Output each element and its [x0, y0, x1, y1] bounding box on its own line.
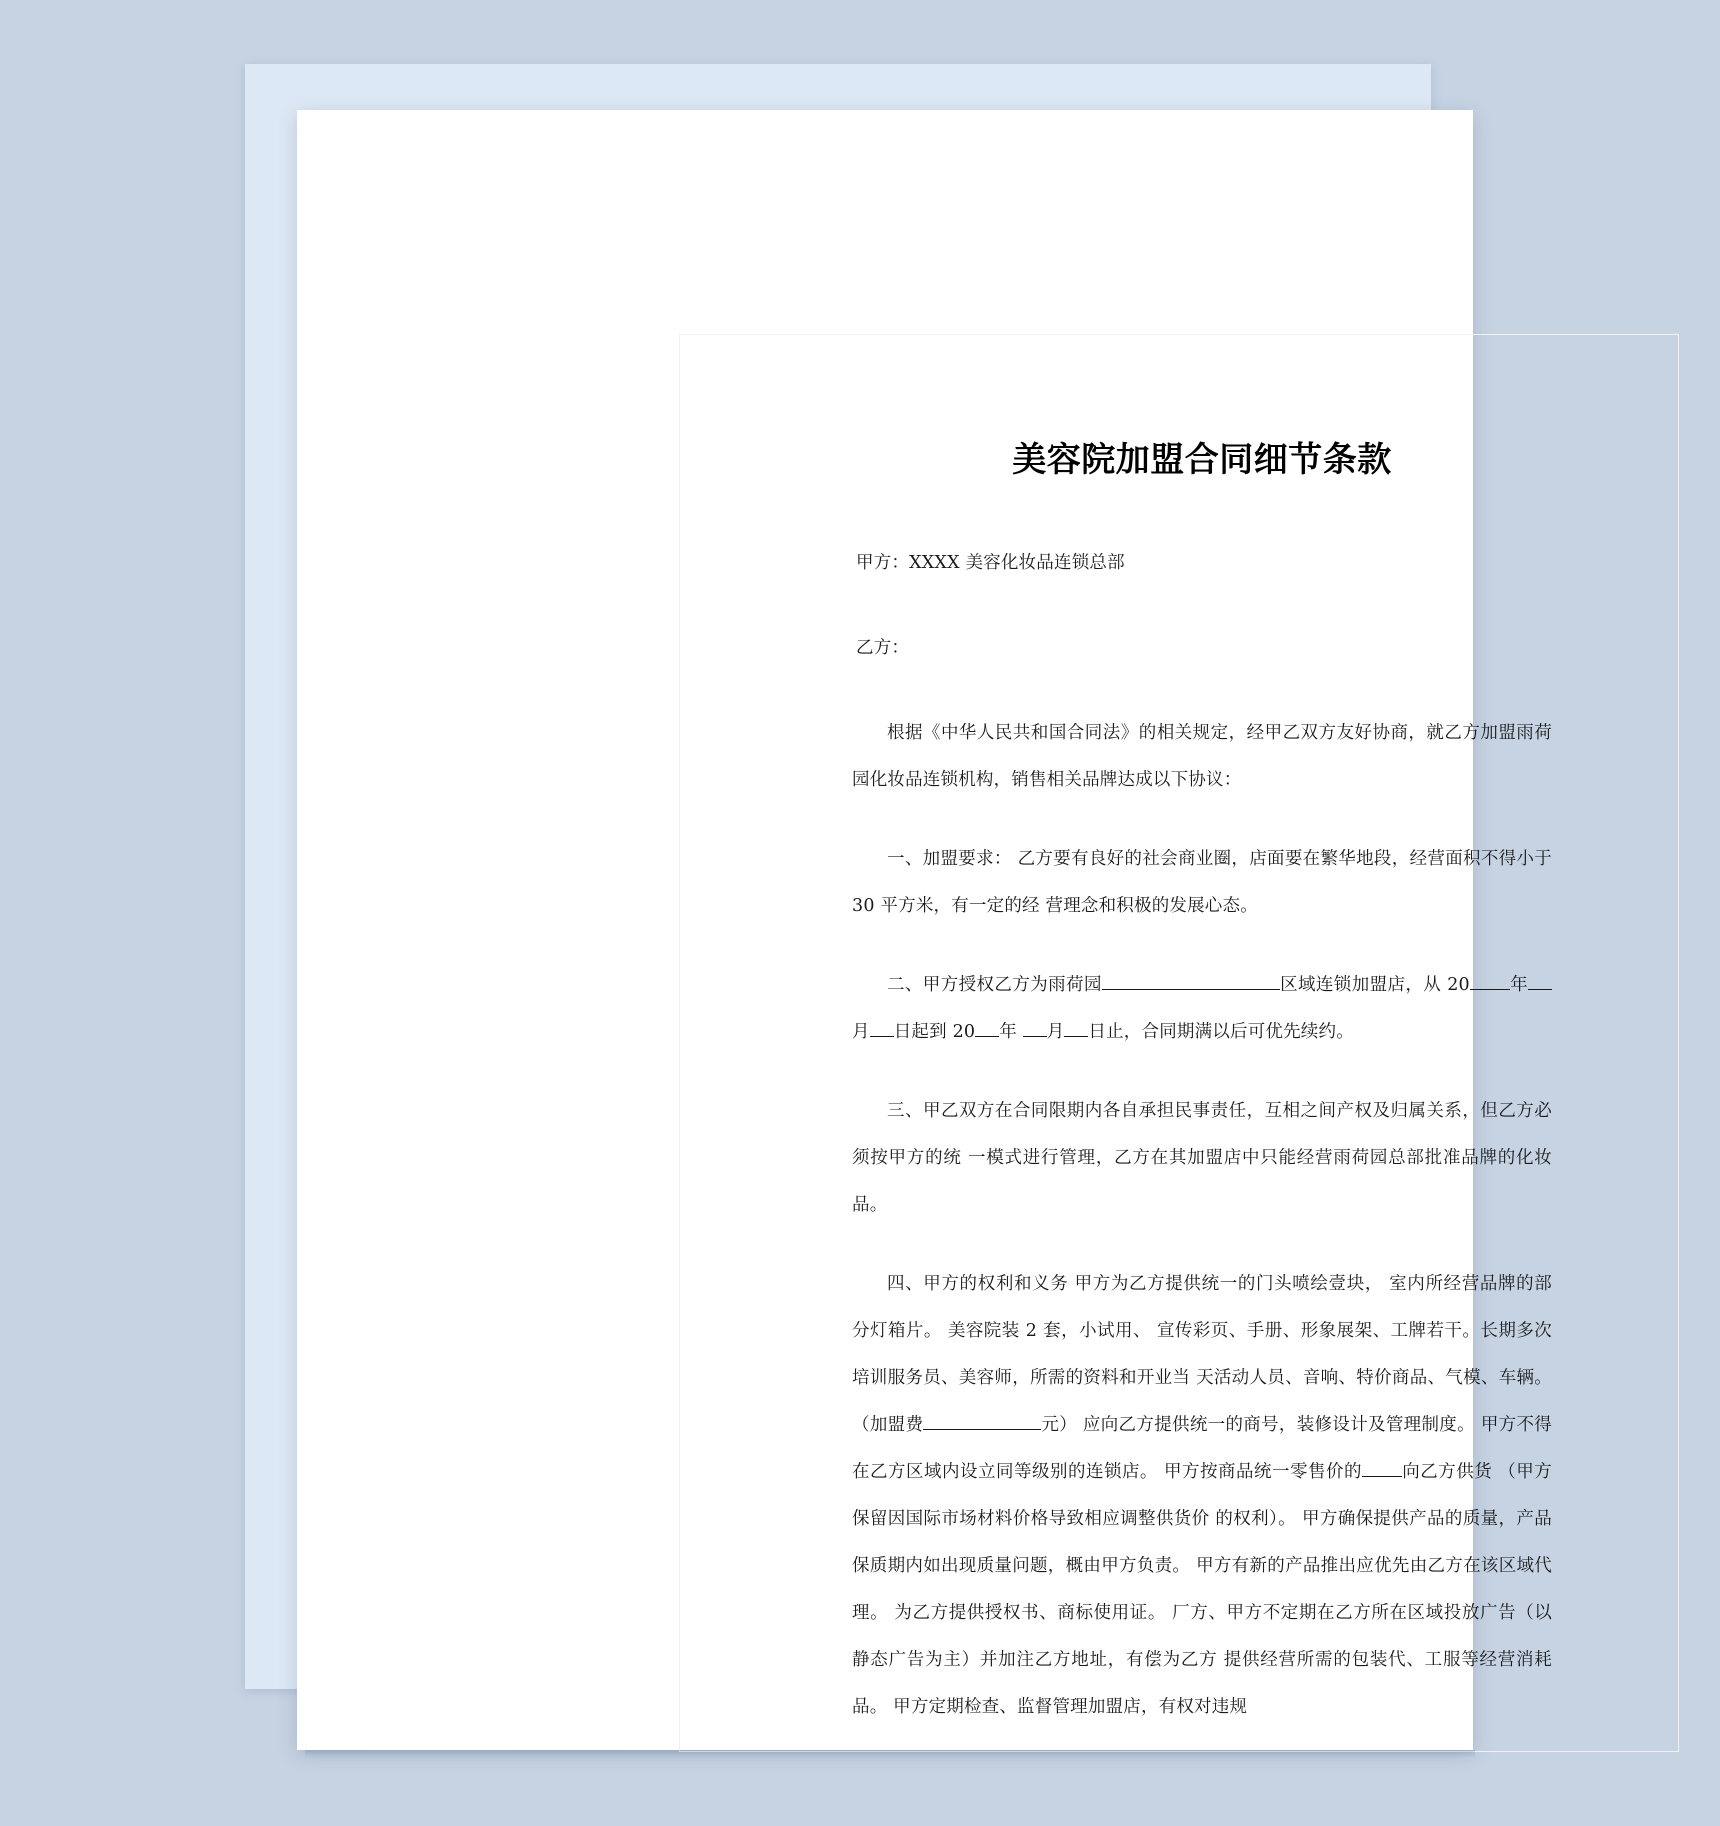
clause-1-paragraph: 一、加盟要求： 乙方要有良好的社会商业圈，店面要在繁华地段，经营面积不得小于 30 平方米，有一定的经 营理念和积极的发展心态。	[852, 848, 1552, 916]
blank-retail-price-rate	[1362, 1476, 1402, 1477]
document-page	[297, 110, 1552, 1750]
preamble-paragraph: 根据《中华人民共和国合同法》的相关规定，经甲乙双方友好协商，就乙方加盟雨荷园化妆品连锁机构，销售相关品牌达成以下协议：	[852, 722, 1552, 790]
page-title: 美容院加盟合同细节条款	[1012, 440, 1392, 480]
document-body	[852, 438, 1552, 1731]
clause-4-segment-2: 元） 应向乙方提供统一的商号，装修设计及管理制度。 甲方不得在乙方区域内设立同等级别的连锁店。 甲方按商品统一零售价的	[852, 1414, 1552, 1482]
clause-2-segment-4: 月	[852, 1021, 870, 1042]
blank-end-month	[1023, 1036, 1047, 1037]
blank-start-day	[870, 1036, 894, 1037]
clause-4-segment-3: 向乙方供货 （甲方保留因国际市场材料价格导致相应调整供货价 的权利）。 甲方确保提供产品的质量，产品保质期内如出现质量问题，概由甲方负责。 甲方有新的产品推出应优先由乙方在该区域代理。 为乙方提供授权书、商标使用证。 厂方、甲方不定期在乙方所在区域投放广告（以静态广告为主）并加注乙方地址，有偿为乙方 提供经营所需的包装代、工服等经营消耗品。 甲方定期检查、监督管理加盟店，有权对违规	[852, 1461, 1552, 1717]
blank-end-year	[975, 1036, 999, 1037]
clause-2-segment-8: 日止，合同期满以后可优先续约。	[1088, 1021, 1354, 1042]
clause-3-paragraph: 三、甲乙双方在合同限期内各自承担民事责任，互相之间产权及归属关系，但乙方必须按甲方的统 一模式进行管理，乙方在其加盟店中只能经营雨荷园总部批准品牌的化妆品。	[852, 1100, 1552, 1215]
clause-2-paragraph	[852, 962, 1552, 1056]
clause-2-segment-1: 二、甲方授权乙方为雨荷园	[887, 974, 1102, 995]
clause-2-segment-2: 区域连锁加盟店，从 20	[1279, 974, 1470, 995]
blank-end-day	[1064, 1036, 1088, 1037]
party-a-line: 甲方：XXXX 美容化妆品连锁总部	[856, 552, 1125, 573]
clause-4-segment-1: 四、甲方的权利和义务 甲方为乙方提供统一的门头喷绘壹块， 室内所经营品牌的部分灯箱片。 美容院装 2 套，小试用、 宣传彩页、手册、形象展架、工牌若干。长期多次培训服务员、美容师，所需的资料和开业当 天活动人员、音响、特价商品、气模、车辆。 （加盟费	[852, 1273, 1552, 1435]
clause-2-segment-5: 日起到 20	[893, 1021, 976, 1042]
clause-4-paragraph	[852, 1261, 1552, 1731]
blank-franchise-fee	[923, 1429, 1041, 1430]
clause-2-segment-7: 月	[1046, 1021, 1065, 1042]
blank-region-name	[1102, 989, 1280, 990]
blank-start-month	[1528, 989, 1552, 990]
clause-2-segment-6: 年	[999, 1021, 1023, 1042]
clause-2-segment-3: 年	[1509, 974, 1528, 995]
party-b-line: 乙方：	[856, 637, 910, 658]
blank-start-year	[1470, 989, 1510, 990]
